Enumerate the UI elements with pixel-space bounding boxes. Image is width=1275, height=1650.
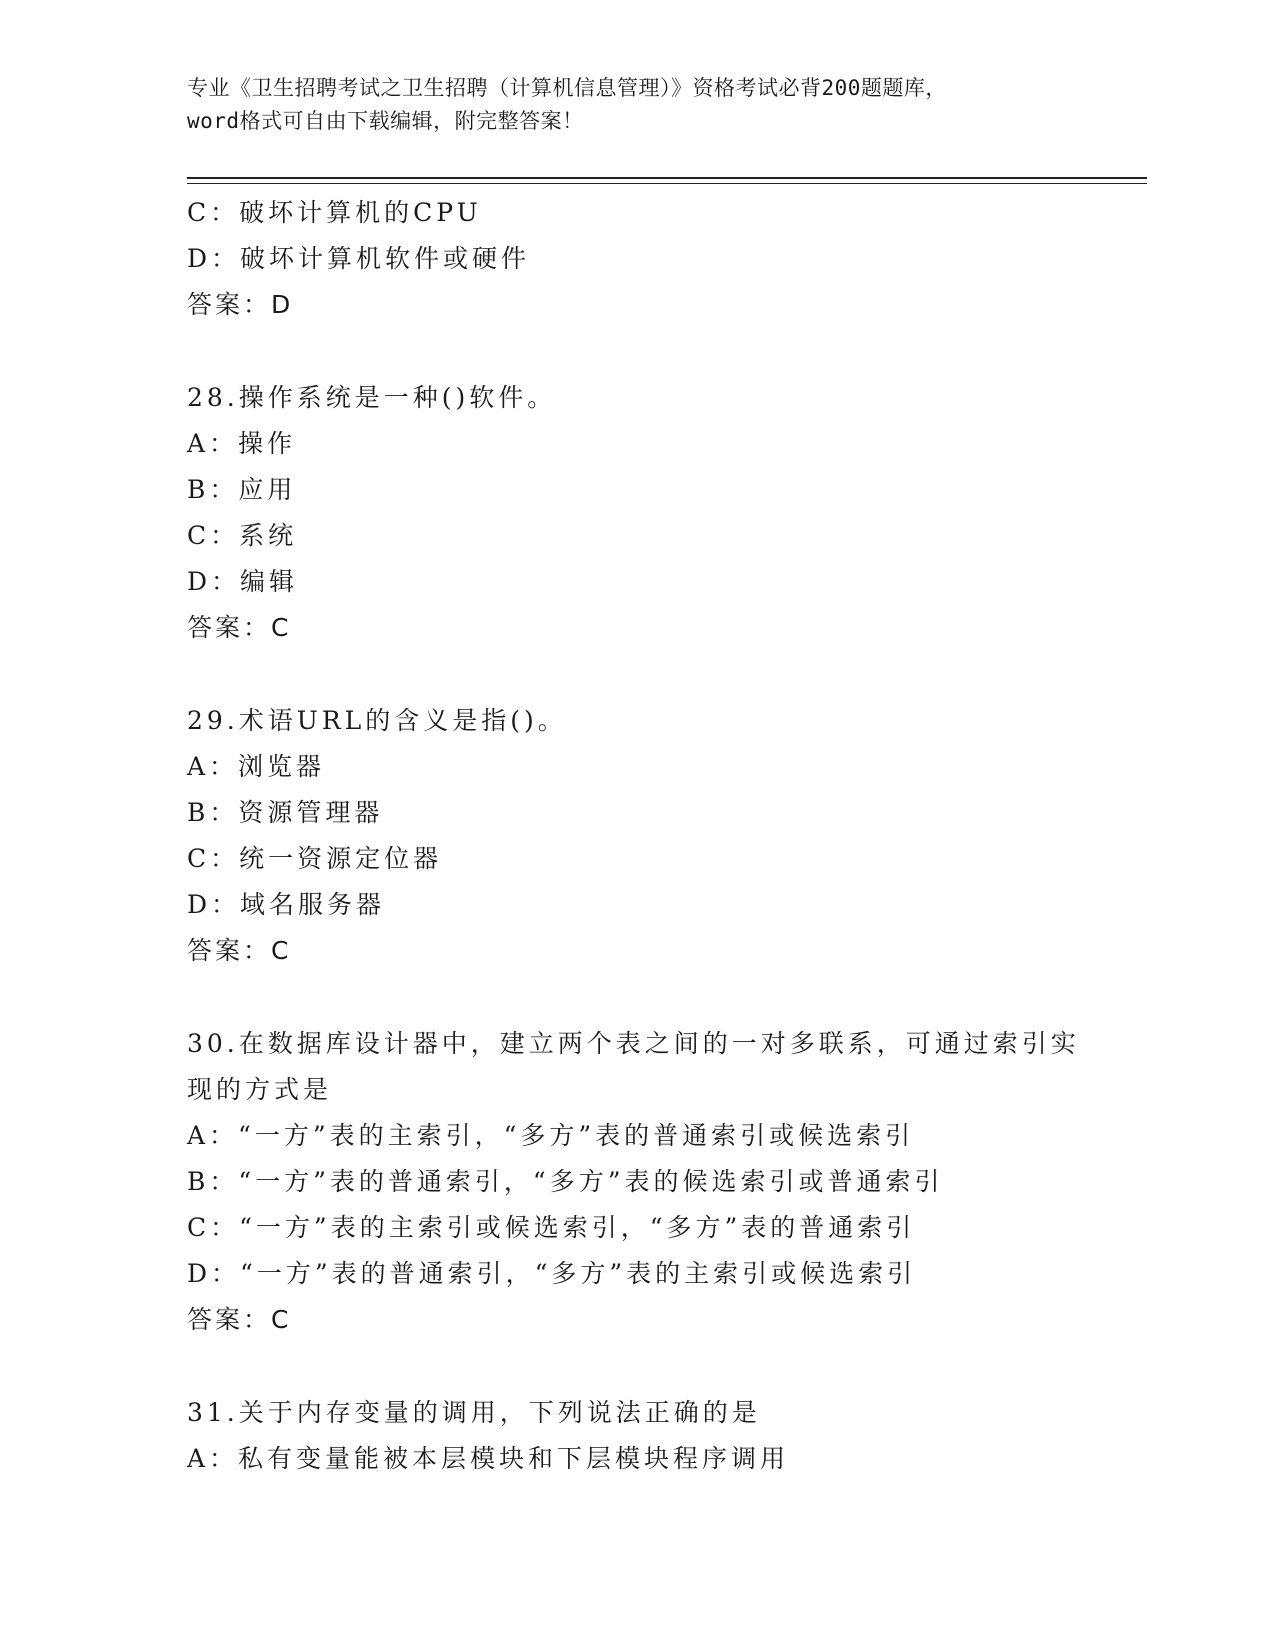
option-c: C：系统 bbox=[187, 521, 298, 550]
question-list bbox=[187, 190, 1147, 1482]
answer-label: 答案：C bbox=[187, 1305, 292, 1334]
question-27-tail bbox=[187, 190, 1147, 328]
option-c: C：破坏计算机的CPU bbox=[187, 198, 482, 227]
option-b: B：资源管理器 bbox=[187, 798, 384, 827]
question-text-line2: 现的方式是 bbox=[187, 1075, 333, 1104]
header-title-line2: word格式可自由下载编辑，附完整答案！ bbox=[187, 109, 584, 133]
option-b: B：“一方”表的普通索引，“多方”表的候选索引或普通索引 bbox=[187, 1167, 944, 1196]
answer-label: 答案：C bbox=[187, 936, 292, 965]
option-d: D：破坏计算机软件或硬件 bbox=[187, 244, 531, 273]
question-text-line1: 30.在数据库设计器中，建立两个表之间的一对多联系，可通过索引实 bbox=[187, 1029, 1080, 1058]
option-c: C：统一资源定位器 bbox=[187, 844, 443, 873]
question-28 bbox=[187, 375, 1147, 651]
question-29 bbox=[187, 698, 1147, 974]
option-a: A：私有变量能被本层模块和下层模块程序调用 bbox=[187, 1444, 790, 1473]
header-title-line1: 专业《卫生招聘考试之卫生招聘（计算机信息管理）》资格考试必背200题题库， bbox=[187, 76, 947, 100]
answer-label: 答案：D bbox=[187, 290, 294, 319]
header-divider-thin bbox=[187, 183, 1147, 184]
question-text: 28.操作系统是一种()软件。 bbox=[187, 383, 557, 412]
answer-label: 答案：C bbox=[187, 613, 292, 642]
question-31 bbox=[187, 1390, 1147, 1482]
option-d: D：“一方”表的普通索引，“多方”表的主索引或候选索引 bbox=[187, 1259, 917, 1288]
option-d: D：编辑 bbox=[187, 567, 299, 596]
option-a: A：操作 bbox=[187, 429, 297, 458]
option-a: A：“一方”表的主索引，“多方”表的普通索引或候选索引 bbox=[187, 1121, 915, 1150]
option-c: C：“一方”表的主索引或候选索引，“多方”表的普通索引 bbox=[187, 1213, 916, 1242]
document-header bbox=[187, 72, 1087, 138]
option-d: D：域名服务器 bbox=[187, 890, 386, 919]
question-text: 29.术语URL的含义是指()。 bbox=[187, 706, 567, 735]
option-a: A：浏览器 bbox=[187, 752, 326, 781]
question-30 bbox=[187, 1021, 1147, 1343]
option-b: B：应用 bbox=[187, 475, 297, 504]
header-divider-thick bbox=[187, 177, 1147, 179]
question-text: 31.关于内存变量的调用，下列说法正确的是 bbox=[187, 1398, 761, 1427]
